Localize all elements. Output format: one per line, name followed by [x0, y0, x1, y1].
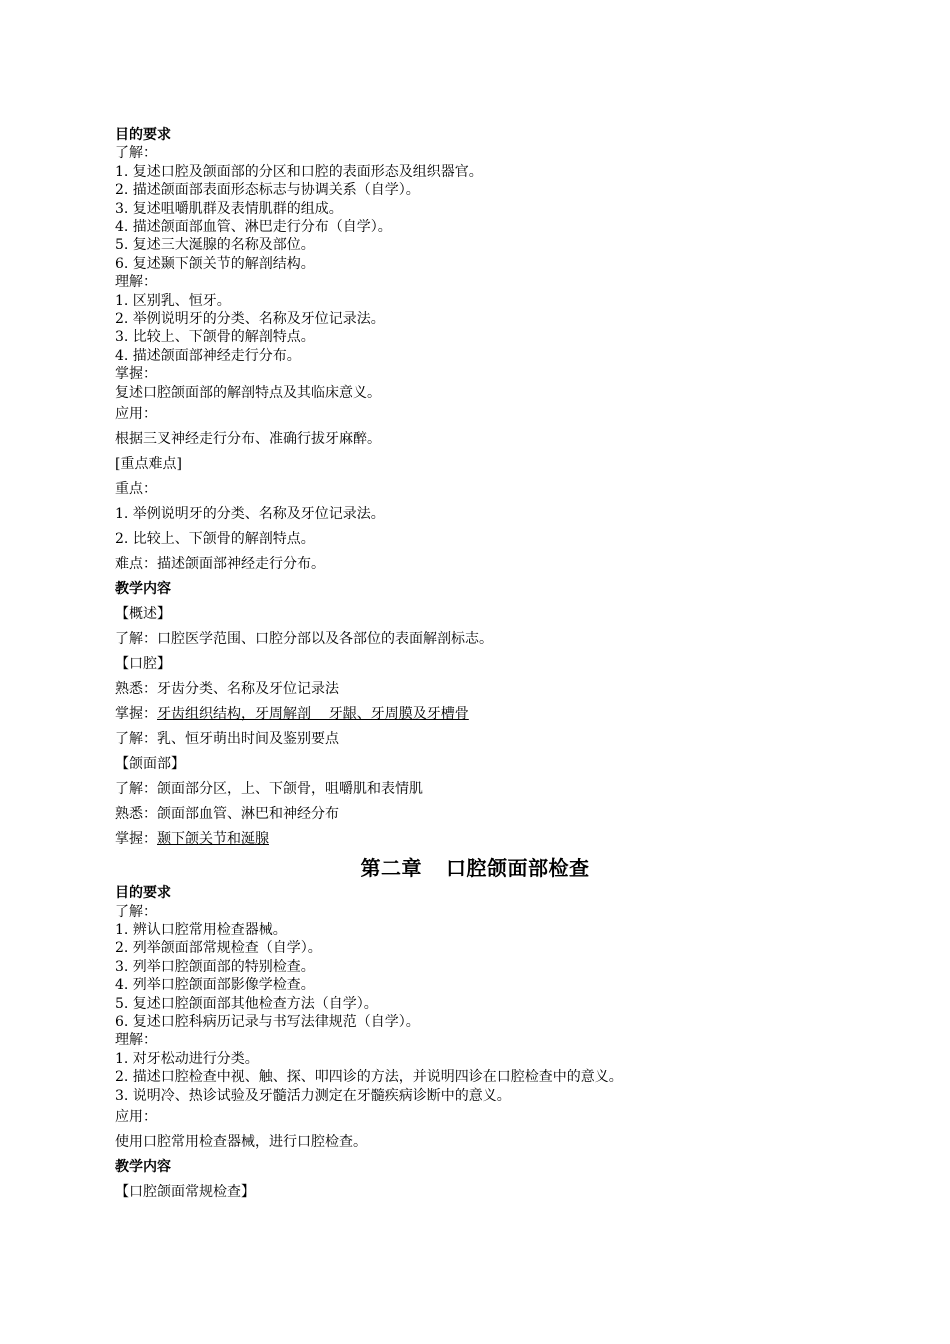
- list-item: 3. 列举口腔颌面部的特别检查。: [115, 958, 315, 975]
- list-item: 1. 对牙松动进行分类。: [115, 1050, 259, 1067]
- oral-heading: 【口腔】: [115, 656, 171, 673]
- mf-master: [115, 827, 835, 852]
- understand-label: 理解：: [115, 1032, 157, 1049]
- oral-familiar: 熟悉：牙齿分类、名称及牙位记录法: [115, 681, 339, 698]
- mf-familiar: 熟悉：颌面部血管、淋巴和神经分布: [115, 806, 339, 823]
- understand-label: 理解：: [115, 274, 157, 291]
- list-item: 2. 举例说明牙的分类、名称及牙位记录法。: [115, 311, 385, 328]
- list-item: 5. 复述口腔颌面部其他检查方法（自学）。: [115, 995, 378, 1012]
- list-item: 4. 描述颌面部神经走行分布。: [115, 347, 301, 364]
- apply-text: 使用口腔常用检查器械，进行口腔检查。: [115, 1133, 367, 1150]
- list-item: 2. 描述口腔检查中视、触、探、叩四诊的方法，并说明四诊在口腔检查中的意义。: [115, 1069, 623, 1086]
- overview-heading: 【概述】: [115, 606, 171, 623]
- maxillofacial-heading: 【颌面部】: [115, 756, 185, 773]
- key-label: 重点：: [115, 481, 157, 498]
- list-item: 1. 辨认口腔常用检查器械。: [115, 921, 287, 938]
- routine-heading: 【口腔颌面常规检查】: [115, 1183, 255, 1200]
- list-item: 1. 举例说明牙的分类、名称及牙位记录法。: [115, 506, 385, 523]
- content-heading: 教学内容: [115, 1158, 171, 1175]
- know-label: 了解：: [115, 145, 157, 162]
- goals-heading: 目的要求: [115, 885, 171, 902]
- list-item: 2. 描述颌面部表面形态标志与协调关系（自学）。: [115, 182, 420, 199]
- goals-heading: 目的要求: [115, 127, 171, 143]
- list-item: 3. 复述咀嚼肌群及表情肌群的组成。: [115, 200, 343, 217]
- chapter-title: [115, 852, 835, 884]
- list-item: 4. 列举口腔颌面部影像学检查。: [115, 977, 315, 994]
- list-item: 6. 复述颞下颌关节的解剖结构。: [115, 255, 315, 272]
- list-item: 2. 比较上、下颌骨的解剖特点。: [115, 531, 315, 548]
- list-item: 5. 复述三大涎腺的名称及部位。: [115, 237, 315, 254]
- content-heading: 教学内容: [115, 581, 171, 598]
- difficult-point: 难点：描述颌面部神经走行分布。: [115, 556, 325, 573]
- oral-know: 了解：乳、恒牙萌出时间及鉴别要点: [115, 731, 339, 748]
- master-label: 掌握：: [115, 366, 157, 383]
- list-item: 1. 区别乳、恒牙。: [115, 292, 231, 309]
- chapter-name: 口腔颌面部检查: [446, 856, 590, 881]
- list-item: 3. 比较上、下颌骨的解剖特点。: [115, 329, 315, 346]
- oral-master: [115, 702, 835, 727]
- chapter-number: 第二章: [360, 856, 422, 881]
- document-page: [115, 126, 835, 1205]
- apply-label: 应用：: [115, 406, 157, 423]
- list-item: 4. 描述颌面部血管、淋巴走行分布（自学）。: [115, 219, 392, 236]
- oral-master-text: 牙齿组织结构，牙周解剖 牙龈、牙周膜及牙槽骨: [157, 706, 469, 723]
- apply-text: 根据三叉神经走行分布、准确行拔牙麻醉。: [115, 431, 381, 448]
- list-item: 1. 复述口腔及颌面部的分区和口腔的表面形态及组织器官。: [115, 163, 483, 180]
- list-item: 3. 说明冷、热诊试验及牙髓活力测定在牙髓疾病诊断中的意义。: [115, 1087, 511, 1104]
- master-text: 复述口腔颌面部的解剖特点及其临床意义。: [115, 384, 381, 401]
- list-item: 6. 复述口腔科病历记录与书写法律规范（自学）。: [115, 1013, 420, 1030]
- mf-master-text: 颞下颌关节和涎腺: [157, 831, 269, 848]
- apply-label: 应用：: [115, 1108, 157, 1125]
- overview-text: 了解：口腔医学范围、口腔分部以及各部位的表面解剖标志。: [115, 631, 493, 648]
- keypoints-heading: [重点难点]: [115, 456, 182, 473]
- list-item: 2. 列举颌面部常规检查（自学）。: [115, 940, 322, 957]
- mf-master-label: 掌握：: [115, 831, 157, 848]
- oral-master-label: 掌握：: [115, 706, 157, 723]
- know-label: 了解：: [115, 903, 157, 920]
- mf-know: 了解：颌面部分区，上、下颌骨，咀嚼肌和表情肌: [115, 781, 423, 798]
